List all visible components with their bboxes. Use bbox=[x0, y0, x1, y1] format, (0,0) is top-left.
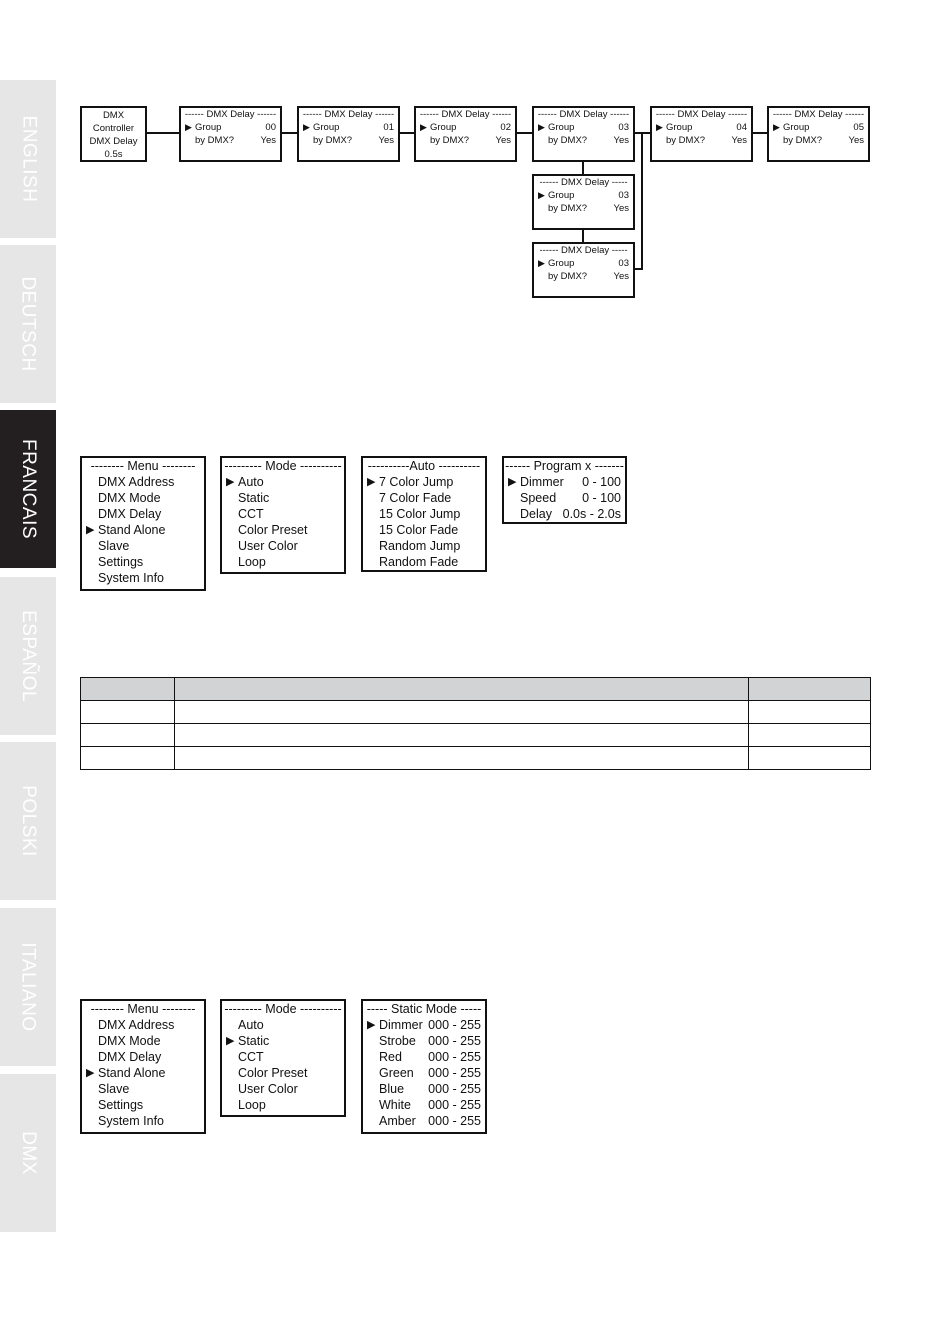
menu-item[interactable] bbox=[82, 1017, 204, 1033]
tab-label: ITALIANO bbox=[18, 942, 40, 1032]
menu-item[interactable] bbox=[222, 1017, 344, 1033]
menu-item-value: 0 - 100 bbox=[582, 491, 621, 505]
selector-arrow-icon: ▶ bbox=[773, 122, 780, 132]
menu-item-value: 000 - 255 bbox=[428, 1082, 481, 1096]
menu-item[interactable] bbox=[222, 1065, 344, 1081]
menu-item-value: 000 - 255 bbox=[428, 1098, 481, 1112]
menu-item-value: 0.0s - 2.0s bbox=[562, 507, 621, 521]
menu-item-label: 7 Color Jump bbox=[379, 475, 454, 489]
menu-item-label: Settings bbox=[98, 1098, 144, 1112]
by-dmx-value: Yes bbox=[260, 135, 276, 146]
menu-item-label: Dimmer bbox=[379, 1018, 423, 1032]
tab-label: DMX bbox=[17, 1131, 39, 1175]
by-dmx-row bbox=[299, 134, 398, 147]
menu-item[interactable] bbox=[82, 474, 204, 490]
menu-header: ----------Auto ---------- bbox=[367, 459, 481, 473]
connector bbox=[634, 268, 643, 270]
by-dmx-label: by DMX? bbox=[548, 135, 588, 146]
menu-item-label: Stand Alone bbox=[98, 523, 166, 537]
tab-label: ESPAÑOL bbox=[18, 610, 40, 702]
group-number: 03 bbox=[618, 190, 629, 201]
dmx-delay-box bbox=[650, 106, 753, 162]
menu-header: ----- Static Mode ----- bbox=[366, 1002, 482, 1016]
box-header: ------ DMX Delay ------ bbox=[655, 109, 748, 120]
menu-item[interactable] bbox=[82, 490, 204, 506]
menu-header: --------- Mode ---------- bbox=[224, 459, 342, 473]
menu-item-label: Random Fade bbox=[379, 555, 459, 569]
menu-header: ------ Program x ------- bbox=[505, 459, 624, 473]
group-number: 04 bbox=[736, 122, 747, 133]
menu-item-label: Strobe bbox=[379, 1034, 416, 1048]
group-label: Group bbox=[548, 122, 575, 133]
menu-item[interactable] bbox=[82, 1097, 204, 1113]
group-number: 05 bbox=[853, 122, 864, 133]
selector-arrow-icon: ▶ bbox=[656, 122, 663, 132]
tab-dmx[interactable] bbox=[0, 1074, 56, 1232]
menu-item[interactable] bbox=[222, 1033, 344, 1049]
controller-line: 0.5s bbox=[104, 149, 123, 160]
tab-label: FRANCAIS bbox=[18, 438, 40, 540]
table-cell bbox=[175, 701, 749, 724]
menu-item-label: DMX Mode bbox=[98, 1034, 161, 1048]
menu-item-label: DMX Delay bbox=[98, 1050, 162, 1064]
tab-label: ENGLISH bbox=[18, 115, 40, 203]
menu-item[interactable] bbox=[82, 554, 204, 570]
auto-menu-box bbox=[361, 456, 487, 572]
menu-item[interactable] bbox=[82, 570, 204, 586]
by-dmx-label: by DMX? bbox=[666, 135, 706, 146]
group-row bbox=[534, 257, 633, 270]
menu-item-value: 0 - 100 bbox=[582, 475, 621, 489]
table-cell bbox=[749, 701, 871, 724]
menu-item[interactable] bbox=[222, 474, 344, 490]
group-number: 00 bbox=[265, 122, 276, 133]
controller-line: DMX Delay bbox=[89, 136, 138, 147]
by-dmx-label: by DMX? bbox=[313, 135, 353, 146]
group-row bbox=[181, 121, 280, 134]
selector-arrow-icon: ▶ bbox=[185, 122, 192, 132]
connector bbox=[582, 162, 584, 174]
by-dmx-label: by DMX? bbox=[430, 135, 470, 146]
by-dmx-row bbox=[769, 134, 868, 147]
group-number: 03 bbox=[618, 258, 629, 269]
menu-item[interactable] bbox=[363, 1033, 485, 1049]
menu-item[interactable] bbox=[363, 1097, 485, 1113]
menu-item[interactable] bbox=[82, 1113, 204, 1129]
menu-item-label: Blue bbox=[379, 1082, 405, 1096]
tab-italiano[interactable] bbox=[0, 908, 56, 1066]
menu-item-label: DMX Address bbox=[98, 475, 175, 489]
menu-item-label: Slave bbox=[98, 539, 130, 553]
by-dmx-value: Yes bbox=[495, 135, 511, 146]
group-label: Group bbox=[313, 122, 340, 133]
by-dmx-row bbox=[652, 134, 751, 147]
selector-arrow-icon: ▶ bbox=[226, 1035, 235, 1047]
table-cell bbox=[81, 724, 175, 747]
menu-item[interactable] bbox=[504, 474, 625, 490]
by-dmx-label: by DMX? bbox=[195, 135, 235, 146]
selector-arrow-icon: ▶ bbox=[303, 122, 310, 132]
menu-item-label: System Info bbox=[98, 1114, 164, 1128]
menu-item[interactable] bbox=[363, 554, 485, 570]
selector-arrow-icon: ▶ bbox=[367, 1019, 376, 1031]
menu-item[interactable] bbox=[363, 522, 485, 538]
dmx-delay-box bbox=[767, 106, 870, 162]
mode-menu-box bbox=[220, 999, 346, 1117]
selector-arrow-icon: ▶ bbox=[367, 476, 376, 488]
box-header: ------ DMX Delay ------ bbox=[537, 109, 630, 120]
table-cell bbox=[175, 724, 749, 747]
group-number: 02 bbox=[500, 122, 511, 133]
by-dmx-value: Yes bbox=[848, 135, 864, 146]
main-menu-box bbox=[80, 456, 206, 591]
menu-item[interactable] bbox=[82, 522, 204, 538]
menu-item-label: DMX Mode bbox=[98, 491, 161, 505]
table-cell bbox=[175, 747, 749, 770]
menu-item[interactable] bbox=[363, 506, 485, 522]
controller-line: DMX bbox=[102, 110, 125, 121]
box-header: ------ DMX Delay ------ bbox=[184, 109, 277, 120]
tab-label: DEUTSCH bbox=[18, 276, 39, 372]
connector bbox=[517, 132, 532, 134]
group-number: 03 bbox=[618, 122, 629, 133]
table-cell bbox=[81, 747, 175, 770]
menu-item-label: System Info bbox=[98, 571, 164, 585]
group-label: Group bbox=[548, 258, 575, 269]
static-mode-box bbox=[361, 999, 487, 1134]
menu-item-label: User Color bbox=[238, 539, 298, 553]
dmx-delay-box bbox=[179, 106, 282, 162]
connector bbox=[399, 132, 414, 134]
table-header-cell bbox=[175, 678, 749, 701]
by-dmx-row bbox=[534, 270, 633, 283]
menu-item-label: CCT bbox=[238, 507, 264, 521]
menu-item-label: DMX Address bbox=[98, 1018, 175, 1032]
menu-item[interactable] bbox=[363, 1049, 485, 1065]
menu-item[interactable] bbox=[363, 1017, 485, 1033]
menu-item-label: Delay bbox=[520, 507, 552, 521]
box-header: ------ DMX Delay ------ bbox=[302, 109, 395, 120]
menu-item-value: 000 - 255 bbox=[428, 1114, 481, 1128]
by-dmx-value: Yes bbox=[731, 135, 747, 146]
group-label: Group bbox=[430, 122, 457, 133]
menu-item[interactable] bbox=[363, 1113, 485, 1129]
controller-box bbox=[80, 106, 147, 162]
menu-item[interactable] bbox=[82, 538, 204, 554]
menu-item[interactable] bbox=[363, 474, 485, 490]
connector bbox=[582, 230, 584, 242]
by-dmx-value: Yes bbox=[613, 203, 629, 214]
selector-arrow-icon: ▶ bbox=[226, 476, 235, 488]
menu-item-label: Auto bbox=[238, 475, 264, 489]
menu-item-label: Loop bbox=[238, 555, 266, 569]
group-label: Group bbox=[666, 122, 693, 133]
by-dmx-row bbox=[181, 134, 280, 147]
controller-line: Controller bbox=[92, 123, 135, 134]
connector bbox=[147, 132, 179, 134]
menu-item-label: Random Jump bbox=[379, 539, 461, 553]
box-header: ------ DMX Delay ------ bbox=[772, 109, 865, 120]
selector-arrow-icon: ▶ bbox=[538, 258, 545, 268]
box-header: ------ DMX Delay ----- bbox=[539, 245, 628, 256]
selector-arrow-icon: ▶ bbox=[538, 190, 545, 200]
tab-english[interactable] bbox=[0, 80, 56, 238]
mode-menu-box bbox=[220, 456, 346, 574]
menu-item[interactable] bbox=[363, 490, 485, 506]
selector-arrow-icon: ▶ bbox=[420, 122, 427, 132]
by-dmx-value: Yes bbox=[613, 135, 629, 146]
selector-arrow-icon: ▶ bbox=[86, 524, 95, 536]
box-header: ------ DMX Delay ----- bbox=[539, 177, 628, 188]
dmx-delay-box bbox=[297, 106, 400, 162]
by-dmx-row bbox=[416, 134, 515, 147]
table-row bbox=[81, 724, 871, 747]
dmx-delay-box bbox=[532, 174, 635, 230]
menu-item-label: Static bbox=[238, 491, 270, 505]
menu-item-label: Speed bbox=[520, 491, 557, 505]
program-menu-box bbox=[502, 456, 627, 524]
selector-arrow-icon: ▶ bbox=[508, 476, 517, 488]
menu-item[interactable] bbox=[363, 1065, 485, 1081]
menu-item-label: Stand Alone bbox=[98, 1066, 166, 1080]
menu-item[interactable] bbox=[82, 1033, 204, 1049]
menu-item[interactable] bbox=[222, 538, 344, 554]
menu-item-label: Settings bbox=[98, 555, 144, 569]
by-dmx-value: Yes bbox=[613, 271, 629, 282]
menu-item-label: Color Preset bbox=[238, 1066, 308, 1080]
by-dmx-value: Yes bbox=[378, 135, 394, 146]
menu-item[interactable] bbox=[504, 506, 625, 522]
by-dmx-label: by DMX? bbox=[783, 135, 823, 146]
menu-item[interactable] bbox=[82, 1081, 204, 1097]
selector-arrow-icon: ▶ bbox=[86, 1067, 95, 1079]
connector bbox=[641, 132, 643, 270]
menu-item-label: User Color bbox=[238, 1082, 298, 1096]
dmx-delay-box bbox=[414, 106, 517, 162]
table-cell bbox=[749, 747, 871, 770]
tab-deutsch[interactable] bbox=[0, 245, 56, 403]
menu-header: -------- Menu -------- bbox=[90, 459, 196, 473]
main-menu-box bbox=[80, 999, 206, 1134]
menu-item[interactable] bbox=[82, 1049, 204, 1065]
dmx-delay-box bbox=[532, 106, 635, 162]
tab-francais[interactable] bbox=[0, 410, 56, 568]
menu-item[interactable] bbox=[82, 1065, 204, 1081]
menu-item-label: Red bbox=[379, 1050, 402, 1064]
table-row bbox=[81, 701, 871, 724]
table-row bbox=[81, 747, 871, 770]
menu-item[interactable] bbox=[82, 506, 204, 522]
menu-item[interactable] bbox=[222, 1097, 344, 1113]
menu-item[interactable] bbox=[363, 1081, 485, 1097]
menu-item-label: Green bbox=[379, 1066, 414, 1080]
group-row bbox=[534, 189, 633, 202]
info-table bbox=[80, 677, 871, 770]
by-dmx-label: by DMX? bbox=[548, 271, 588, 282]
menu-header: -------- Menu -------- bbox=[90, 1002, 196, 1016]
menu-item-label: Static bbox=[238, 1034, 270, 1048]
menu-item-label: 15 Color Fade bbox=[379, 523, 459, 537]
group-label: Group bbox=[783, 122, 810, 133]
selector-arrow-icon: ▶ bbox=[538, 122, 545, 132]
table-cell bbox=[749, 724, 871, 747]
table-header-cell bbox=[749, 678, 871, 701]
table-header-row bbox=[81, 678, 871, 701]
by-dmx-row bbox=[534, 202, 633, 215]
menu-item[interactable] bbox=[504, 490, 625, 506]
menu-item-label: 15 Color Jump bbox=[379, 507, 461, 521]
group-row bbox=[652, 121, 751, 134]
menu-item[interactable] bbox=[222, 506, 344, 522]
tab-espanol[interactable] bbox=[0, 577, 56, 735]
table-cell bbox=[81, 701, 175, 724]
menu-item-label: Amber bbox=[379, 1114, 416, 1128]
menu-item-label: Loop bbox=[238, 1098, 266, 1112]
by-dmx-row bbox=[534, 134, 633, 147]
menu-item-label: DMX Delay bbox=[98, 507, 162, 521]
group-row bbox=[769, 121, 868, 134]
menu-item-value: 000 - 255 bbox=[428, 1018, 481, 1032]
menu-item-label: White bbox=[379, 1098, 411, 1112]
menu-item[interactable] bbox=[222, 490, 344, 506]
by-dmx-label: by DMX? bbox=[548, 203, 588, 214]
box-header: ------ DMX Delay ------ bbox=[419, 109, 512, 120]
group-number: 01 bbox=[383, 122, 394, 133]
menu-item-label: 7 Color Fade bbox=[379, 491, 452, 505]
menu-item[interactable] bbox=[222, 1049, 344, 1065]
menu-item-label: Slave bbox=[98, 1082, 130, 1096]
menu-item[interactable] bbox=[222, 554, 344, 570]
menu-item[interactable] bbox=[222, 1081, 344, 1097]
menu-item-label: CCT bbox=[238, 1050, 264, 1064]
group-label: Group bbox=[195, 122, 222, 133]
dmx-delay-box bbox=[532, 242, 635, 298]
menu-item[interactable] bbox=[363, 538, 485, 554]
group-row bbox=[534, 121, 633, 134]
group-row bbox=[416, 121, 515, 134]
tab-label: POLSKI bbox=[18, 785, 39, 857]
menu-item-value: 000 - 255 bbox=[428, 1066, 481, 1080]
group-label: Group bbox=[548, 190, 575, 201]
menu-item-label: Auto bbox=[238, 1018, 264, 1032]
table-header-cell bbox=[81, 678, 175, 701]
tab-polski[interactable] bbox=[0, 742, 56, 900]
menu-header: --------- Mode ---------- bbox=[224, 1002, 342, 1016]
menu-item-value: 000 - 255 bbox=[428, 1050, 481, 1064]
menu-item-label: Dimmer bbox=[520, 475, 564, 489]
menu-item-value: 000 - 255 bbox=[428, 1034, 481, 1048]
menu-item-label: Color Preset bbox=[238, 523, 308, 537]
connector bbox=[752, 132, 767, 134]
group-row bbox=[299, 121, 398, 134]
connector bbox=[282, 132, 297, 134]
menu-item[interactable] bbox=[222, 522, 344, 538]
